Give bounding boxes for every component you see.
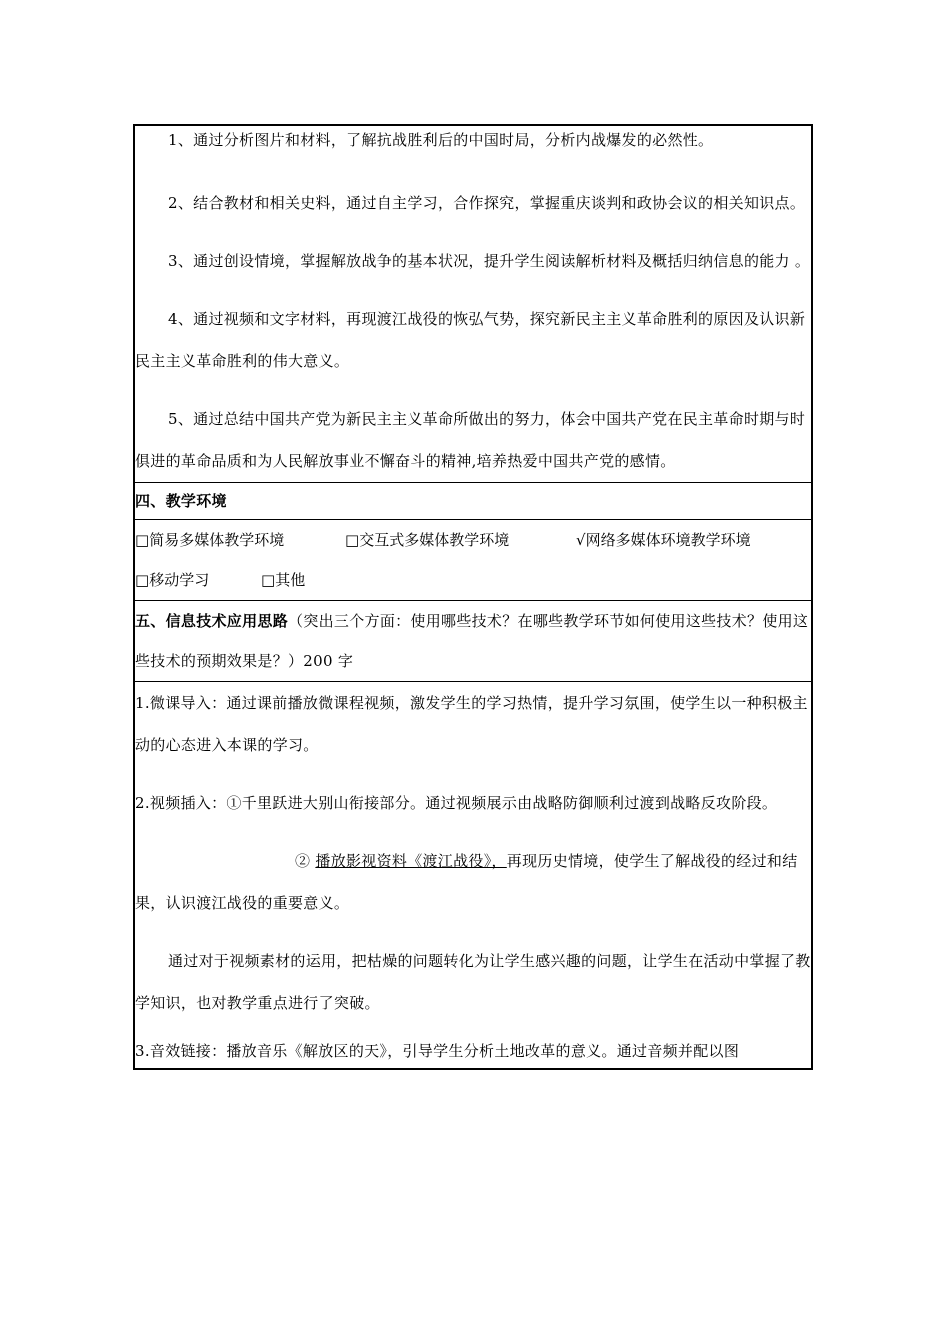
checkmark-icon: √: [576, 531, 586, 549]
option-network-multimedia: √网络多媒体环境教学环境: [576, 531, 751, 549]
document-table: [133, 124, 813, 1070]
section-5-content: [135, 682, 811, 1068]
paragraph-micro-lesson: 1.微课导入：通过课前播放微课程视频，激发学生的学习热情，提升学习氛围，使学生以一种积极主动的心态进入本课的学习。: [135, 694, 808, 754]
checkbox-icon: □: [345, 531, 360, 549]
section-5-heading: [135, 601, 811, 681]
objective-2: 2、结合教材和相关史料，通过自主学习，合作探究，掌握重庆谈判和政协会议的相关知识点。: [168, 194, 806, 212]
checkbox-icon: □: [135, 531, 150, 549]
environment-line-1: [135, 520, 811, 560]
option-mobile-learning: □移动学习: [135, 571, 210, 589]
paragraph-crossing-river: [135, 840, 811, 924]
objective-4: 4、通过视频和文字材料，再现渡江战役的恢弘气势，探究新民主主义革命胜利的原因及认识新民主主义革命胜利的伟大意义。: [135, 310, 806, 370]
option-simple-multimedia: □简易多媒体教学环境: [135, 531, 285, 549]
section-5-header: [135, 601, 811, 682]
paragraph-rest: 再现历史情境，使学生了解战役的经过和结果，认识渡江战役的重要意义。: [135, 852, 798, 912]
option-other: □其他: [261, 571, 306, 589]
paragraph-video-summary: 通过对于视频素材的运用，把枯燥的问题转化为让学生感兴趣的问题，让学生在活动中掌握了教学知识，也对教学重点进行了突破。: [135, 952, 811, 1012]
section-5-title: 五、信息技术应用思路: [135, 612, 289, 630]
environment-line-2: [135, 560, 811, 600]
section-4-header: [135, 483, 811, 520]
objectives-cell: [135, 126, 811, 483]
paragraph-video-insert: 2.视频插入：①千里跃进大别山衔接部分。通过视频展示由战略防御顺利过渡到战略反攻阶段。: [135, 794, 778, 812]
paragraph-audio-link: 3.音效链接：播放音乐《解放区的天》，引导学生分析土地改革的意义。通过音频并配以图: [135, 1042, 740, 1060]
section-5-note: （突出三个方面：使用哪些技术？在哪些教学环节如何使用这些技术？使用这些技术的预期效果是？）200 字: [135, 612, 809, 670]
underlined-text: 播放影视资料《渡江战役》，: [315, 852, 507, 870]
objective-5: 5、通过总结中国共产党为新民主主义革命所做出的努力，体会中国共产党在民主革命时期与时俱进的革命品质和为人民解放事业不懈奋斗的精神,培养热爱中国共产党的感情。: [135, 410, 806, 470]
checkbox-icon: □: [135, 571, 150, 589]
objective-3: 3、通过创设情境，掌握解放战争的基本状况，提升学生阅读解析材料及概括归纳信息的能力 。: [168, 252, 811, 270]
circled-number: ②: [295, 852, 311, 870]
section-4-title: 四、教学环境: [135, 492, 227, 510]
checkbox-icon: □: [261, 571, 276, 589]
objective-1: 1、通过分析图片和材料，了解抗战胜利后的中国时局，分析内战爆发的必然性。: [168, 131, 714, 149]
option-interactive-multimedia: □交互式多媒体教学环境: [345, 531, 510, 549]
environment-options: [135, 520, 811, 601]
